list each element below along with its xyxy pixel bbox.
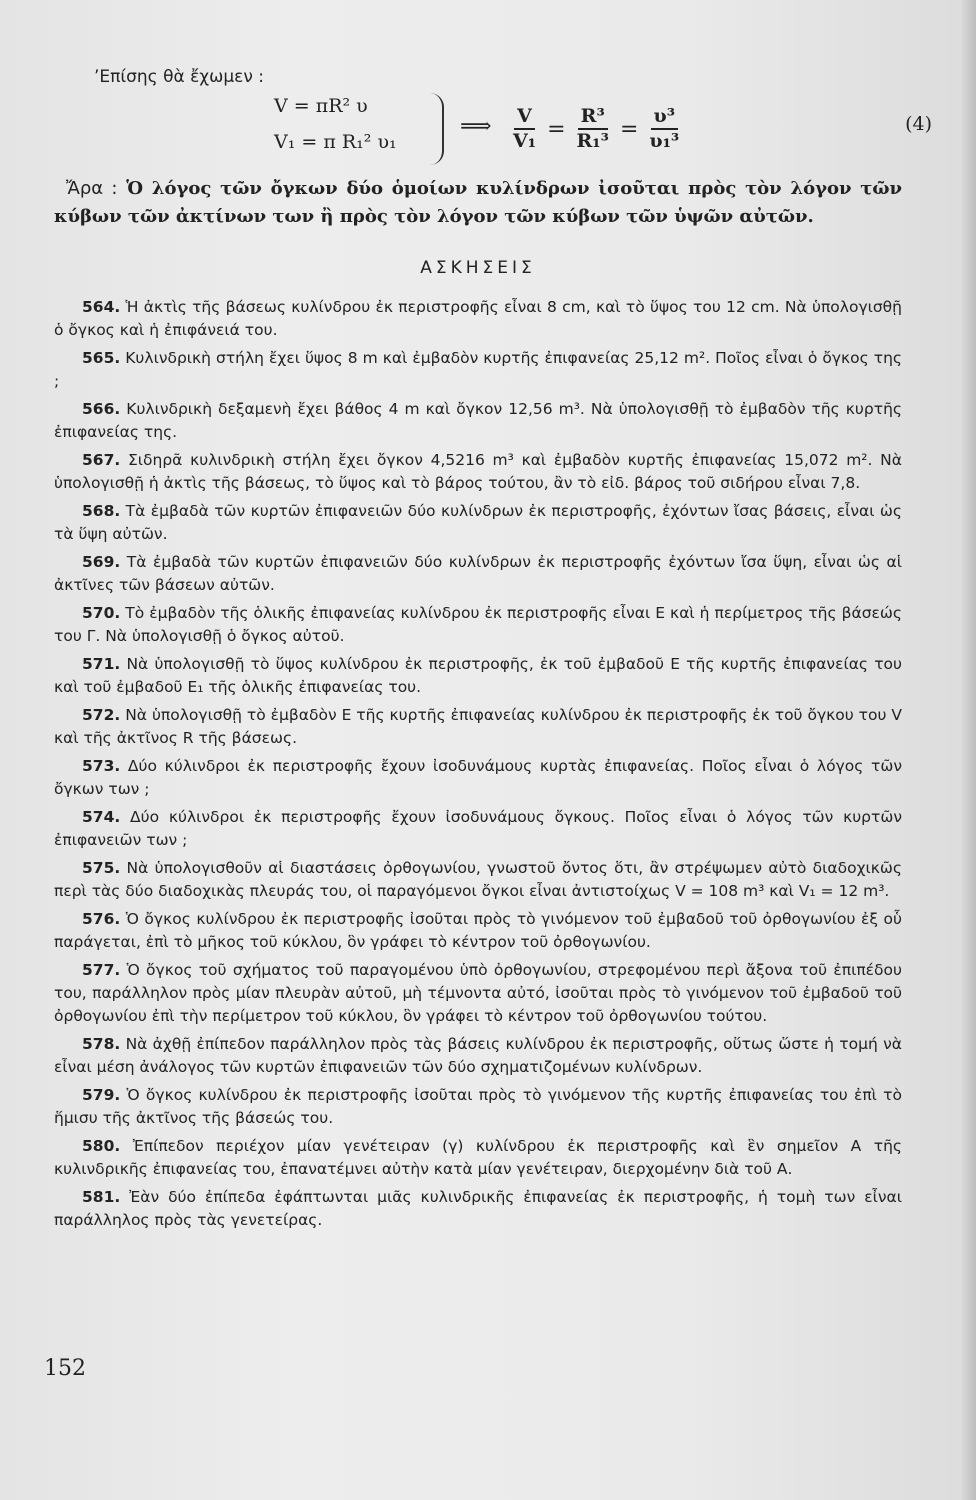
exercise-number: 568.	[82, 502, 121, 520]
intro-line: ’Επίσης θὰ ἔχωμεν :	[94, 67, 264, 87]
exercise-number: 572.	[82, 706, 121, 724]
exercise-number: 578.	[82, 1035, 121, 1053]
exercise-number: 580.	[82, 1137, 121, 1155]
exercise-number: 569.	[82, 553, 121, 571]
exercise-number: 567.	[82, 451, 121, 469]
exercise-text: Τὸ ἐμβαδὸν τῆς ὁλικῆς ἐπιφανείας κυλίνδρου ἐκ περιστροφῆς εἶναι Ε καὶ ἡ περίμετρος τῆς βάσεώς του Γ. Νὰ ὑπολογισθῇ ὁ ὄγκος αὐτοῦ.	[54, 604, 902, 645]
exercise-number: 576.	[82, 910, 121, 928]
implies-arrow: ⟹	[460, 114, 492, 139]
page-content	[54, 66, 932, 1237]
exercise-number: 566.	[82, 400, 121, 418]
exercise-text: Σιδηρᾶ κυλινδρικὴ στήλη ἔχει ὄγκον 4,5216 m³ καὶ ἐμβαδὸν κυρτῆς ἐπιφανείας 15,072 m². Νὰ ὑπολογισθῇ ἡ ἀκτὶς τῆς βάσεως, τὸ ὕψος καὶ τὸ βάρος τούτου, ἂν τὸ εἰδ. βάρος τοῦ σιδήρου εἶναι 7,8.	[54, 451, 902, 492]
exercise-item	[54, 602, 902, 648]
frac3-denominator: υ₁³	[649, 130, 680, 152]
exercise-item	[54, 551, 902, 597]
exercise-text: Ὁ ὄγκος κυλίνδρου ἐκ περιστροφῆς ἰσοῦται πρὸς τὸ γινόμενον τοῦ ἐμβαδοῦ τοῦ ὀρθογωνίου ἐξ οὗ παράγεται, ἐπὶ τὸ μῆκος τοῦ κύκλου, ὃν γράφει τὸ κέντρον τοῦ ὀρθογωνίου.	[54, 910, 902, 951]
frac3-numerator: υ³	[651, 105, 679, 130]
ratio-fractions	[504, 93, 688, 165]
frac2-numerator: R³	[578, 105, 608, 130]
fraction-radius	[574, 105, 612, 153]
exercise-item	[54, 296, 902, 342]
exercise-item	[54, 857, 902, 903]
formula-line-1: V = πR² υ	[274, 95, 368, 117]
frac2-denominator: R₁³	[576, 130, 609, 152]
frac1-numerator: V	[514, 105, 535, 130]
formula-block	[264, 93, 932, 173]
fraction-volume	[510, 105, 539, 153]
exercise-number: 581.	[82, 1188, 121, 1206]
exercise-text: Ἡ ἀκτὶς τῆς βάσεως κυλίνδρου ἐκ περιστροφῆς εἶναι 8 cm, καὶ τὸ ὕψος του 12 cm. Νὰ ὑπολογισθῇ ὁ ὄγκος καὶ ἡ ἐπιφάνειά του.	[54, 298, 902, 339]
exercise-item	[54, 398, 902, 444]
exercise-text: Δύο κύλινδροι ἐκ περιστροφῆς ἔχουν ἰσοδυνάμους κυρτὰς ἐπιφανείας. Ποῖος εἶναι ὁ λόγος τῶν ὄγκων των ;	[54, 757, 902, 798]
brace	[424, 93, 444, 165]
frac1-denominator: V₁	[513, 130, 537, 152]
page-edge	[962, 0, 976, 1500]
exercise-item	[54, 1084, 902, 1130]
formula-line-2: V₁ = π R₁² υ₁	[274, 131, 397, 153]
exercise-item	[54, 1033, 902, 1079]
exercise-list	[54, 296, 902, 1232]
exercise-text: Κυλινδρικὴ δεξαμενὴ ἔχει βάθος 4 m καὶ ὄγκον 12,56 m³. Νὰ ὑπολογισθῇ τὸ ἐμβαδὸν τῆς κυρτῆς ἐπιφανείας της.	[54, 400, 902, 441]
exercise-text: Ἐὰν δύο ἐπίπεδα ἐφάπτωνται μιᾶς κυλινδρικῆς ἐπιφανείας ἐκ περιστροφῆς, ἡ τομὴ των εἶναι παράλληλος πρὸς τὰς γενετείρας.	[54, 1188, 902, 1229]
exercise-item	[54, 704, 902, 750]
exercise-number: 575.	[82, 859, 121, 877]
exercise-text: Δύο κύλινδροι ἐκ περιστροφῆς ἔχουν ἰσοδυνάμους ὄγκους. Ποῖος εἶναι ὁ λόγος τῶν κυρτῶν ἐπιφανειῶν των ;	[54, 808, 902, 849]
exercise-text: Νὰ ἀχθῇ ἐπίπεδον παράλληλον πρὸς τὰς βάσεις κυλίνδρου ἐκ περιστροφῆς, οὕτως ὥστε ἡ τομή νὰ εἶναι μέση ἀνάλογος τῶν κυρτῶν ἐπιφανειῶν τῶν δύο σχηματιζομένων κυλίνδρων.	[54, 1035, 902, 1076]
page-number: 152	[44, 1356, 86, 1381]
exercise-number: 579.	[82, 1086, 121, 1104]
exercise-text: Ὁ ὄγκος τοῦ σχήματος τοῦ παραγομένου ὑπὸ ὀρθογωνίου, στρεφομένου περὶ ἄξονα τοῦ ἐπιπέδου του, παράλληλον πρὸς μίαν πλευρὰν αὐτοῦ, μὴ τέμνοντα αὐτό, ἰσοῦται πρὸς τὸ γινόμενον τοῦ ἐμβαδοῦ τοῦ ὀρθογωνίου ἐπὶ τὴν περίμετρον τοῦ κύκλου, ὃν γράφει τὸ κέντρον τοῦ ὀρθογωνίου τούτου.	[54, 961, 902, 1025]
theorem-statement	[54, 175, 902, 231]
exercise-text: Κυλινδρικὴ στήλη ἔχει ὕψος 8 m καὶ ἐμβαδὸν κυρτῆς ἐπιφανείας 25,12 m². Ποῖος εἶναι ὁ ὄγκος της ;	[54, 349, 902, 390]
exercise-text: Ἐπίπεδον περιέχον μίαν γενέτειραν (γ) κυλίνδρου ἐκ περιστροφῆς καὶ ἓν σημεῖον Α τῆς κυλινδρικῆς ἐπιφανείας του, ἐπανατέμνει αὐτὴν κατὰ μίαν γενέτειραν, διερχομένην διὰ τοῦ Α.	[54, 1137, 902, 1178]
exercise-item	[54, 1135, 902, 1181]
statement-text: Ὁ λόγος τῶν ὄγκων δύο ὁμοίων κυλίνδρων ἰσοῦται πρὸς τὸν λόγον τῶν κύβων τῶν ἀκτίνων των ἢ πρὸς τὸν λόγον τῶν κύβων τῶν ὑψῶν αὐτῶν.	[54, 178, 902, 227]
fraction-height	[646, 105, 682, 153]
exercise-number: 574.	[82, 808, 121, 826]
exercise-text: Νὰ ὑπολογισθῇ τὸ ὕψος κυλίνδρου ἐκ περιστροφῆς, ἐκ τοῦ ἐμβαδοῦ Ε τῆς κυρτῆς ἐπιφανείας του καὶ τοῦ ἐμβαδοῦ Ε₁ τῆς ὁλικῆς ἐπιφανείας του.	[54, 655, 902, 696]
equation-number: (4)	[905, 113, 932, 135]
exercise-item	[54, 806, 902, 852]
exercise-number: 573.	[82, 757, 121, 775]
exercise-item	[54, 449, 902, 495]
exercise-number: 570.	[82, 604, 121, 622]
exercise-item	[54, 908, 902, 954]
exercise-item	[54, 653, 902, 699]
exercise-number: 571.	[82, 655, 121, 673]
exercise-number: 577.	[82, 961, 121, 979]
exercise-number: 564.	[82, 298, 121, 316]
section-heading: ΑΣΚΗΣΕΙΣ	[420, 258, 536, 278]
exercise-text: Τὰ ἐμβαδὰ τῶν κυρτῶν ἐπιφανειῶν δύο κυλίνδρων ἐκ περιστροφῆς, ἐχόντων ἴσας βάσεις, εἶναι ὡς τὰ ὕψη αὐτῶν.	[54, 502, 902, 543]
equals-sign: =	[619, 116, 639, 142]
statement-lead: Ἄρα :	[66, 178, 118, 199]
exercise-item	[54, 755, 902, 801]
exercise-text: Νὰ ὑπολογισθοῦν αἱ διαστάσεις ὀρθογωνίου, γνωστοῦ ὄντος ὅτι, ἂν στρέψωμεν αὐτὸ διαδοχικῶς περὶ τὰς δύο διαδοχικὰς πλευράς του, οἱ παραγόμενοι ὄγκοι εἶναι ἀντιστοίχως V = 108 m³ καὶ V₁ = 12 m³.	[54, 859, 902, 900]
equals-sign: =	[547, 116, 566, 142]
exercise-item	[54, 1186, 902, 1232]
exercise-text: Νὰ ὑπολογισθῇ τὸ ἐμβαδὸν Ε τῆς κυρτῆς ἐπιφανείας κυλίνδρου ἐκ περιστροφῆς ἐκ τοῦ ὄγκου του V καὶ τῆς ἀκτῖνος R τῆς βάσεως.	[54, 706, 902, 747]
exercise-item	[54, 500, 902, 546]
exercise-text: Ὁ ὄγκος κυλίνδρου ἐκ περιστροφῆς ἰσοῦται πρὸς τὸ γινόμενον τῆς κυρτῆς ἐπιφανείας του ἐπὶ τὸ ἥμισυ τῆς ἀκτῖνος τῆς βάσεώς του.	[54, 1086, 902, 1127]
exercise-item	[54, 959, 902, 1028]
exercise-item	[54, 347, 902, 393]
exercise-text: Τὰ ἐμβαδὰ τῶν κυρτῶν ἐπιφανειῶν δύο κυλίνδρων ἐκ περιστροφῆς ἐχόντων ἴσα ὕψη, εἶναι ὡς αἱ ἀκτῖνες τῶν βάσεων αὐτῶν.	[54, 553, 902, 594]
exercise-number: 565.	[82, 349, 121, 367]
